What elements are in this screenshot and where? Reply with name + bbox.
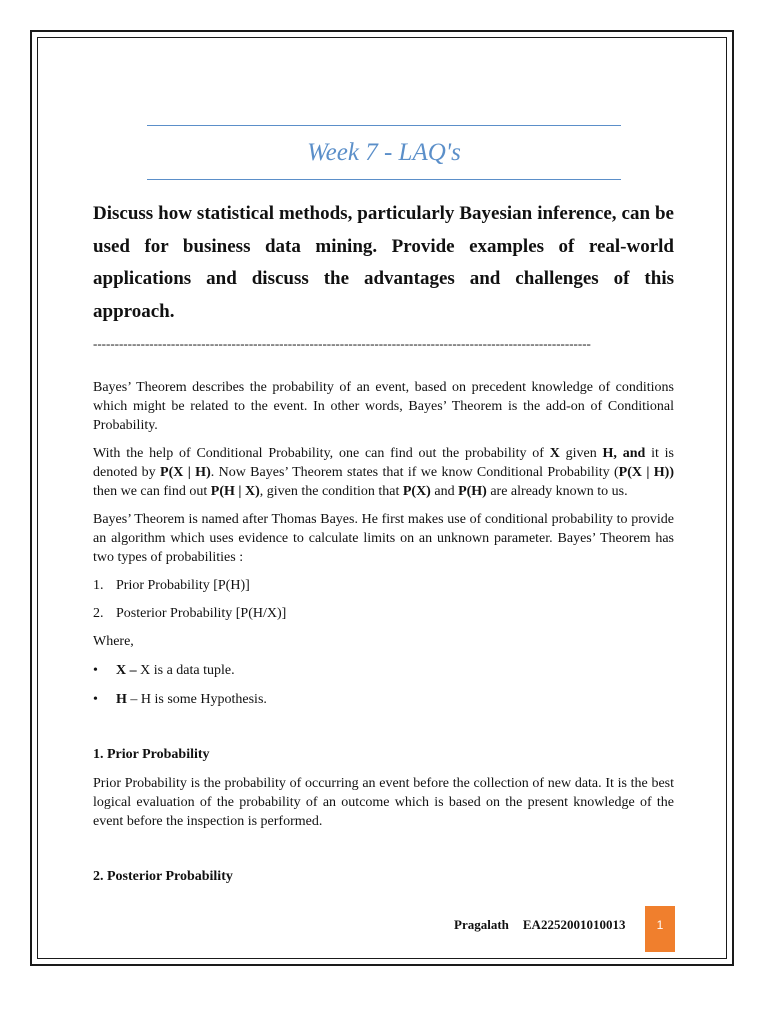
question-text: Discuss how statistical methods, particularly Bayesian inference, can be used for business data mining. Provide examples of real-world applications and discuss the advantages and challenges of this approach. <box>93 203 674 322</box>
bullet-item <box>93 661 674 680</box>
author-name: Pragalath <box>454 917 509 932</box>
footer-author <box>454 916 625 934</box>
section-heading-prior: 1. Prior Probability <box>93 747 210 762</box>
separator-line: ------------------------------------------------------------------------------------------------------------------- <box>93 336 591 351</box>
bullet-icon: • <box>93 692 98 707</box>
document-body <box>93 378 674 895</box>
title-rule-bottom <box>147 179 621 180</box>
list-number: 2. <box>93 606 104 621</box>
paragraph-thomas-bayes: Bayes’ Theorem is named after Thomas Bayes. He first makes use of conditional probability to provide an algorithm which uses evidence to calculate limits on an unknown parameter. Bayes’ Theorem has two types of probabilities : <box>93 512 674 565</box>
paragraph-conditional-probability: With the help of Conditional Probability, one can find out the probability of X given H, and it is denoted by P(X | H). Now Bayes’ Theorem states that if we know Conditional Probability (P(X | H)) then we can find out P(H | X), given the condition that P(X) and P(H) are already known to us. <box>93 446 674 499</box>
list-text: Prior Probability [P(H)] <box>116 578 250 593</box>
paragraph-bayes-intro: Bayes’ Theorem describes the probability of an event, based on precedent knowledge of conditions which might be related to the event. In other words, Bayes’ Theorem is the add-on of Conditional Probability. <box>93 380 674 433</box>
page-number-badge: 1 <box>645 906 675 952</box>
title-rule-top <box>147 125 621 126</box>
list-item <box>93 604 674 623</box>
section-heading-posterior: 2. Posterior Probability <box>93 869 233 884</box>
list-item <box>93 576 674 595</box>
paragraph-prior-probability: Prior Probability is the probability of occurring an event before the collection of new data. It is the best logical evaluation of the probability of an outcome which is based on the present knowledge of the event before the inspection is performed. <box>93 776 674 829</box>
bullet-item <box>93 690 674 709</box>
list-number: 1. <box>93 578 104 593</box>
where-label: Where, <box>93 634 134 649</box>
bullet-term: H <box>116 692 127 707</box>
bullet-icon: • <box>93 663 98 678</box>
list-text: Posterior Probability [P(H/X)] <box>116 606 287 621</box>
author-id: EA2252001010013 <box>522 917 626 932</box>
bullet-text: – H is some Hypothesis. <box>126 692 267 707</box>
page-title: Week 7 - LAQ's <box>307 139 461 166</box>
bullet-term: X – <box>116 663 137 678</box>
bullet-text: X is a data tuple. <box>136 663 235 678</box>
